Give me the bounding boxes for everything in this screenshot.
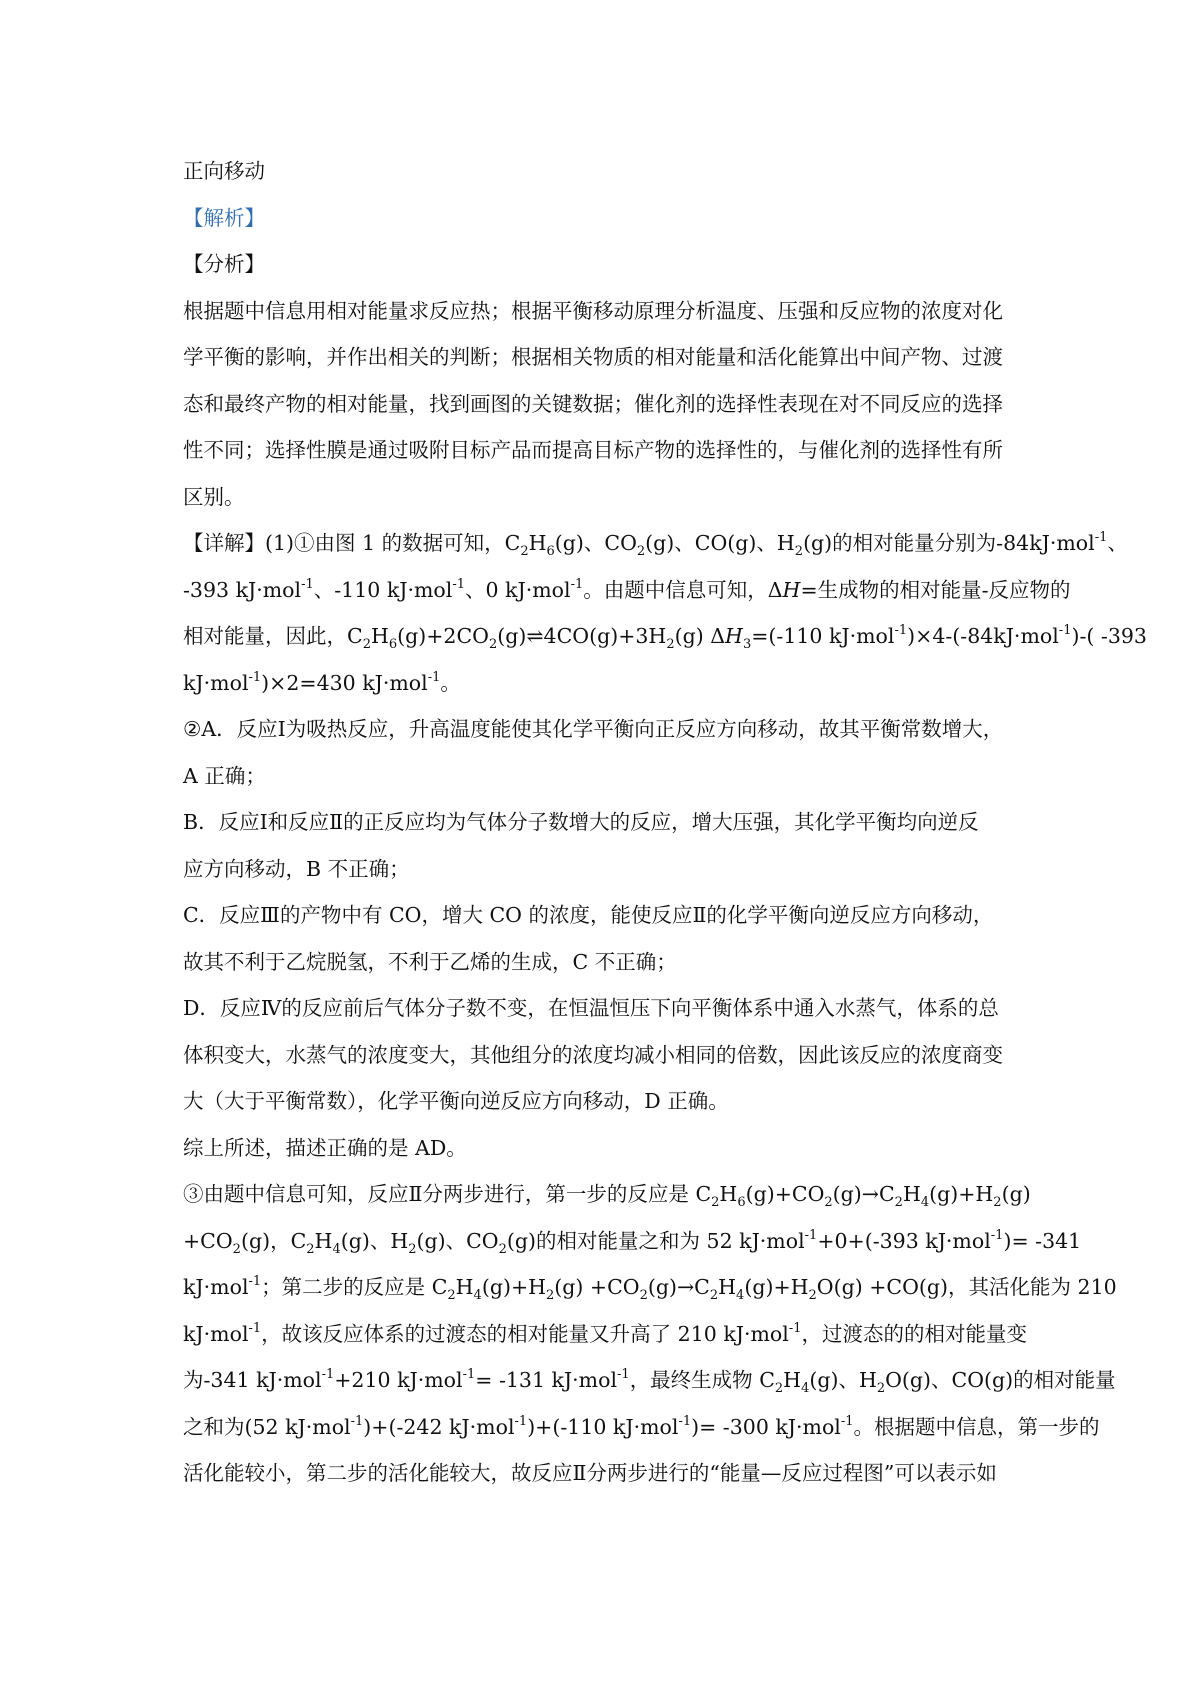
analysis-line: 性不同；选择性膜是通过吸附目标产品而提高目标产物的选择性的，与催化剂的选择性有所 [183,438,1003,462]
option-d-line: 体积变大，水蒸气的浓度变大，其他组分的浓度均减小相同的倍数，因此该反应的浓度商变 [183,1042,1003,1067]
option-a-line: A 正确； [183,763,266,788]
analysis-line: 区别。 [183,484,245,509]
option-c-line: C．反应Ⅲ的产物中有 CO，增大 CO 的浓度，能使反应Ⅱ的化学平衡向逆反应方向移动， [183,903,994,927]
part3-line: 为-341 kJ·mol$^{-1}$+210 kJ·mol$^{-1}$= -131 kJ·mol$^{-1}$，最终生成物 $C_2H_4(g)$、$H_2O(g)$、CO(g)的相对能量 [183,1367,1116,1396]
part3-line: kJ·mol$^{-1}$；第二步的反应是 $C_2H_4(g)+H_2(g) +CO_2(g)\to C_2H_4(g)+H_2O(g) +CO(g)$，其活化能为 210 [183,1274,1117,1303]
part3-line: ③由题中信息可知，反应Ⅱ分两步进行，第一步的反应是 $C_2H_6(g)+CO_2(g)\to C_2H_4(g)+H_2(g)$ [183,1182,1031,1210]
detail-line: 相对能量，因此，$C_2H_6(g)+2CO_2(g)\rightleftharpoons 4CO(g)+3H_2(g)$ $\Delta H_3=(-110$ kJ·mol$^{-1}$)×4-(-84kJ·mol$^{-1}$)-( -393 [183,623,1147,652]
option-d-line: 大（大于平衡常数），化学平衡向逆反应方向移动，D 正确。 [183,1089,729,1113]
answer-content [183,148,1147,1497]
part3-line: 活化能较小，第二步的活化能较大，故反应Ⅱ分两步进行的“能量—反应过程图”可以表示如 [183,1461,997,1485]
option-b-line: B．反应Ⅰ和反应Ⅱ的正反应均为气体分子数增大的反应，增大压强，其化学平衡均向逆反 [183,810,979,834]
analysis-line: 根据题中信息用相对能量求反应热；根据平衡移动原理分析温度、压强和反应物的浓度对化 [183,298,1003,323]
option-a-line: ②A．反应Ⅰ为吸热反应，升高温度能使其化学平衡向正反应方向移动，故其平衡常数增大， [183,717,1004,741]
analysis-line: 态和最终产物的相对能量，找到画图的关键数据；催化剂的选择性表现在对不同反应的选择 [183,391,1003,416]
detail-line: kJ·mol$^{-1}$)×2=430 kJ·mol$^{-1}$。 [183,669,461,695]
text-line: 正向移动 [183,159,265,183]
option-d-line: D．反应Ⅳ的反应前后气体分子数不变，在恒温恒压下向平衡体系中通入水蒸气，体系的总 [183,996,999,1020]
option-c-line: 故其不利于乙烷脱氢，不利于乙烯的生成，C 不正确； [183,949,677,974]
detail-line: 【详解】(1)①由图 1 的数据可知，$C_2H_6(g)$、$CO_2(g)$、CO(g)、$H_2(g)$的相对能量分别为-84kJ·mol$^{-1}$、 [183,530,1128,559]
part3-line: kJ·mol$^{-1}$，故该反应体系的过渡态的相对能量又升高了 210 kJ·mol$^{-1}$，过渡态的的相对能量变 [183,1320,1027,1346]
detail-line: -393 kJ·mol$^{-1}$、-110 kJ·mol$^{-1}$、0 kJ·mol$^{-1}$。由题中信息可知，ΔH=生成物的相对能量-反应物的 [183,576,1071,602]
summary-line: 综上所述，描述正确的是 AD。 [183,1135,467,1160]
option-b-line: 应方向移动，B 不正确； [183,856,410,881]
analysis-line: 学平衡的影响，并作出相关的判断；根据相关物质的相对能量和活化能算出中间产物、过渡 [183,345,1003,369]
jiexi-heading: 【解析】 [183,205,265,230]
part3-line: $+CO_2(g)$，$C_2H_4(g)$、$H_2(g)$、$CO_2(g)$的相对能量之和为 52 kJ·mol$^{-1}$+0+(-393 kJ·mol$^{-1}$)= -341 [183,1227,1082,1257]
part3-line: 之和为(52 kJ·mol$^{-1}$)+(-242 kJ·mol$^{-1}$)+(-110 kJ·mol$^{-1}$)= -300 kJ·mol$^{-1}$。根据题中信息，第一步的 [183,1413,1100,1439]
fenxi-heading: 【分析】 [183,252,265,276]
